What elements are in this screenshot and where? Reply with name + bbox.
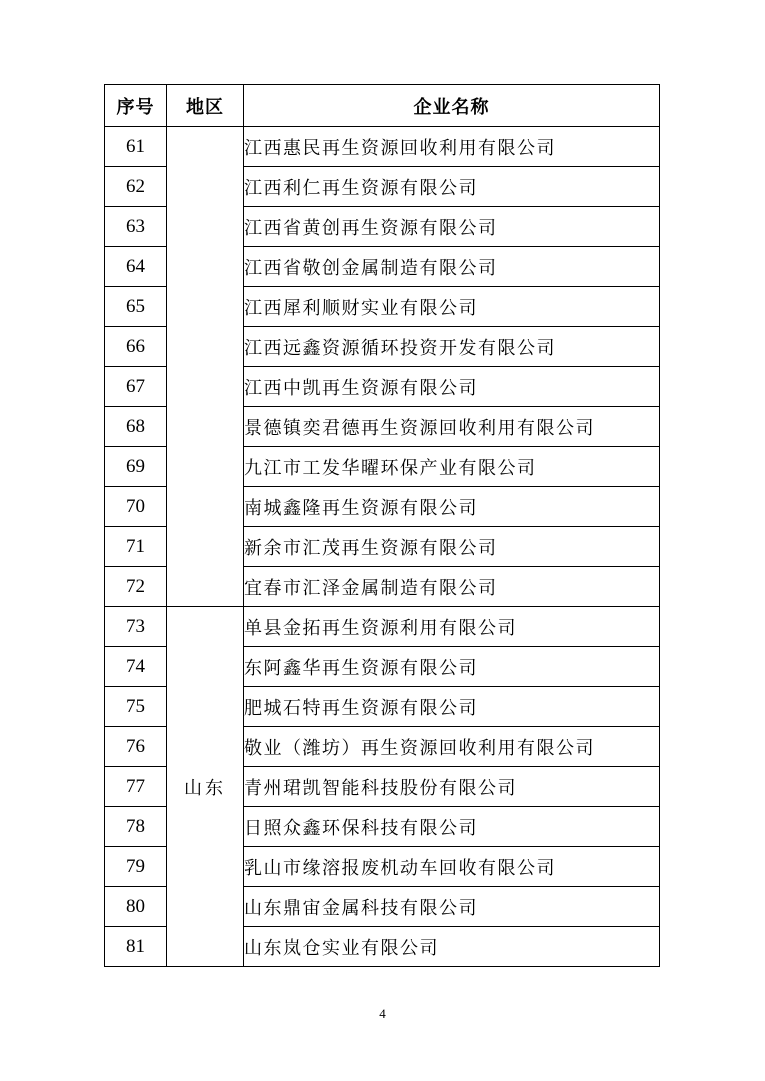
enterprise-name-cell: 宜春市汇泽金属制造有限公司 (244, 567, 660, 607)
serial-number-cell: 80 (105, 887, 167, 927)
serial-number-cell: 65 (105, 287, 167, 327)
serial-number-cell: 75 (105, 687, 167, 727)
serial-number-cell: 72 (105, 567, 167, 607)
serial-number-cell: 64 (105, 247, 167, 287)
enterprise-name-cell: 山东岚仓实业有限公司 (244, 927, 660, 967)
header-row (105, 85, 660, 127)
table-body (105, 127, 660, 967)
enterprise-name-cell: 景德镇奕君德再生资源回收利用有限公司 (244, 407, 660, 447)
enterprise-name-cell: 江西省敬创金属制造有限公司 (244, 247, 660, 287)
serial-number-cell: 76 (105, 727, 167, 767)
serial-number-cell: 61 (105, 127, 167, 167)
enterprise-name-cell: 东阿鑫华再生资源有限公司 (244, 647, 660, 687)
table-header (105, 85, 660, 127)
serial-number-cell: 77 (105, 767, 167, 807)
header-region: 地区 (167, 85, 244, 127)
table-row (105, 607, 660, 647)
enterprise-table (104, 84, 660, 967)
header-enterprise-name: 企业名称 (244, 85, 660, 127)
serial-number-cell: 70 (105, 487, 167, 527)
enterprise-name-cell: 南城鑫隆再生资源有限公司 (244, 487, 660, 527)
serial-number-cell: 67 (105, 367, 167, 407)
enterprise-name-cell: 乳山市缘溶报废机动车回收有限公司 (244, 847, 660, 887)
enterprise-name-cell: 山东鼎宙金属科技有限公司 (244, 887, 660, 927)
table-row (105, 127, 660, 167)
serial-number-cell: 78 (105, 807, 167, 847)
header-serial-number: 序号 (105, 85, 167, 127)
serial-number-cell: 73 (105, 607, 167, 647)
serial-number-cell: 81 (105, 927, 167, 967)
enterprise-name-cell: 江西省黄创再生资源有限公司 (244, 207, 660, 247)
serial-number-cell: 66 (105, 327, 167, 367)
enterprise-name-cell: 九江市工发华曜环保产业有限公司 (244, 447, 660, 487)
serial-number-cell: 63 (105, 207, 167, 247)
enterprise-name-cell: 敬业（潍坊）再生资源回收利用有限公司 (244, 727, 660, 767)
serial-number-cell: 68 (105, 407, 167, 447)
enterprise-name-cell: 江西远鑫资源循环投资开发有限公司 (244, 327, 660, 367)
serial-number-cell: 69 (105, 447, 167, 487)
serial-number-cell: 79 (105, 847, 167, 887)
enterprise-name-cell: 单县金拓再生资源利用有限公司 (244, 607, 660, 647)
serial-number-cell: 62 (105, 167, 167, 207)
page-number: 4 (379, 1006, 386, 1021)
enterprise-name-cell: 肥城石特再生资源有限公司 (244, 687, 660, 727)
serial-number-cell: 71 (105, 527, 167, 567)
enterprise-name-cell: 日照众鑫环保科技有限公司 (244, 807, 660, 847)
enterprise-name-cell: 江西犀利顺财实业有限公司 (244, 287, 660, 327)
enterprise-name-cell: 江西中凯再生资源有限公司 (244, 367, 660, 407)
region-cell (167, 127, 244, 607)
enterprise-name-cell: 新余市汇茂再生资源有限公司 (244, 527, 660, 567)
enterprise-name-cell: 青州珺凯智能科技股份有限公司 (244, 767, 660, 807)
serial-number-cell: 74 (105, 647, 167, 687)
region-cell: 山东 (167, 607, 244, 967)
enterprise-name-cell: 江西利仁再生资源有限公司 (244, 167, 660, 207)
enterprise-name-cell: 江西惠民再生资源回收利用有限公司 (244, 127, 660, 167)
